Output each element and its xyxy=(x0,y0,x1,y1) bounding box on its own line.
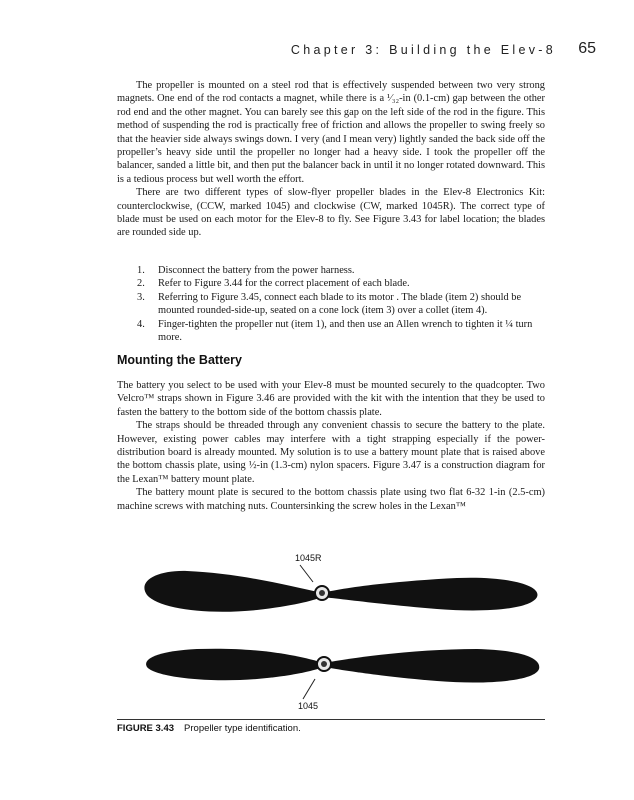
paragraph: The straps should be threaded through any convenient chassis to secure the battery to the plate. However, existing power cables may interfere with a tight strapping especially if the power-distribution board is already mounted. My solution is to use a battery mount plate that is raised above the bottom chassis plate, using ½-in (1.3-cm) nylon spacers. Figure 3.47 is a construction diagram for the Lexan™ battery mount plate. xyxy=(117,420,545,485)
step-number: 3. xyxy=(137,291,145,303)
body-text-battery xyxy=(117,379,545,513)
step-number: 1. xyxy=(137,265,145,276)
step-text: Finger-tighten the propeller nut (item 1), and then use an Allen wrench to tighten it ¼ turn more. xyxy=(158,318,533,344)
page-number: 65 xyxy=(578,40,596,57)
step-text: Disconnect the battery from the power harness. xyxy=(158,265,355,276)
label-1045r: 1045R xyxy=(295,553,322,563)
label-leader-top xyxy=(300,565,313,582)
paragraph: The battery you select to be used with your Elev-8 must be mounted securely to the quadcopter. Two Velcro™ straps shown in Figure 3.46 are provided with the kit with the intention that they be used to fasten the battery to the bottom side of the bottom chassis plate. xyxy=(117,380,545,418)
page-header xyxy=(0,40,634,62)
list-item xyxy=(137,318,545,345)
caption-text: Propeller type identification. xyxy=(184,723,301,734)
label-leader-bottom xyxy=(303,679,315,699)
paragraph: The propeller is mounted on a steel rod that is effectively suspended between two very strong magnets. One end of the rod contacts a magnet, while there is a ¹⁄₃₂-in (0.1-cm) gap between the other rod end and the other magnet. You can barely see this gap on the left side of the rod in the figure. This method of suspending the rod is practically free of friction and allows the propeller to swing freely so that the heavier side always swings down. I very (and I mean very) lightly sanded the back side off the propeller’s heavy side until the propeller no longer had a heavy side. I took the propeller off the balancer, sanded a little bit, and then put the balancer back in until it no longer rotated downward. This is a tedious process but well worth the effort. xyxy=(117,80,545,185)
propeller-1045r xyxy=(144,571,537,612)
caption-divider xyxy=(117,719,545,720)
paragraph: There are two different types of slow-flyer propeller blades in the Elev-8 Electronics Kit: counterclockwise, (CCW, marked 1045) and clockwise (CW, marked 1045R). The correct type of blade must be used on each motor for the Elev-8 to fly. See Figure 3.43 for label location; the blades are rounded side up. xyxy=(117,187,545,239)
paragraph: The battery mount plate is secured to the bottom chassis plate using two flat 6-32 1-in (2.5-cm) machine screws with matching nuts. Countersinking the screw holes in the Lexan™ xyxy=(117,487,545,512)
step-number: 2. xyxy=(137,278,145,290)
propeller-1045 xyxy=(146,649,539,683)
label-1045: 1045 xyxy=(298,701,319,711)
step-text: Referring to Figure 3.45, connect each blade to its motor . The blade (item 2) should be mounted rounded-side-up, seated on a cone lock (item 3) over a collet (item 4). xyxy=(158,291,522,317)
steps-list xyxy=(117,264,545,344)
section-heading: Mounting the Battery xyxy=(117,353,242,367)
list-item xyxy=(137,291,545,318)
body-text-top xyxy=(117,79,545,240)
list-item xyxy=(137,277,545,290)
figure-caption xyxy=(117,723,301,734)
step-text: Refer to Figure 3.44 for the correct placement of each blade. xyxy=(158,278,410,290)
step-number: 4. xyxy=(137,318,145,330)
list-item xyxy=(137,264,545,277)
caption-label: FIGURE 3.43 xyxy=(117,723,175,734)
propeller-illustration xyxy=(117,545,545,715)
propeller-figure xyxy=(117,545,545,715)
chapter-title: Chapter 3: Building the Elev-8 xyxy=(290,43,556,57)
